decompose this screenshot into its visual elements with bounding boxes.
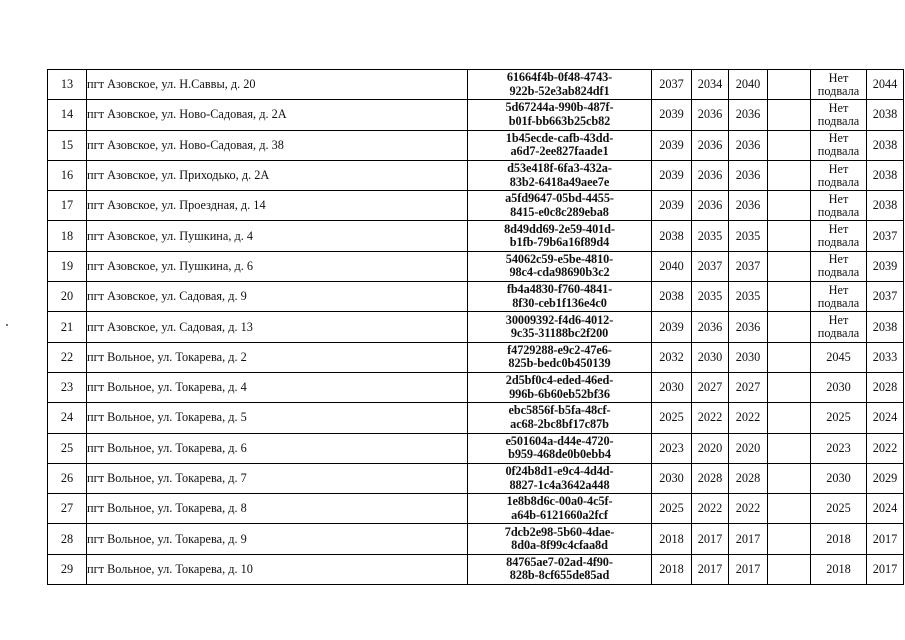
guid-part: a6d7-2ee827faade1 <box>510 144 609 159</box>
guid-part: 61664f4b-0f48-4743- <box>506 70 613 85</box>
basement-cell: Нет подвала <box>811 160 867 190</box>
guid-part: 8d49dd69-2e59-401d- <box>504 221 615 236</box>
year-5-cell: 2038 <box>867 160 904 190</box>
year-1-cell: 2039 <box>652 312 692 342</box>
year-2-cell: 2036 <box>692 130 729 160</box>
table-row <box>48 251 904 281</box>
guid-part: a5fd9647-05bd-4455- <box>505 191 614 206</box>
address-cell: пгт Азовское, ул. Н.Саввы, д. 20 <box>87 70 468 100</box>
table-row <box>48 463 904 493</box>
basement-cell: Нет подвала <box>811 70 867 100</box>
address-cell: пгт Вольное, ул. Токарева, д. 7 <box>87 463 468 493</box>
table-row <box>48 342 904 372</box>
row-number-cell: 23 <box>48 372 87 402</box>
year-2-cell: 2017 <box>692 554 729 584</box>
empty-cell <box>768 433 811 463</box>
house-guid-cell <box>468 524 652 554</box>
year-1-cell: 2039 <box>652 130 692 160</box>
year-1-cell: 2039 <box>652 100 692 130</box>
table-row <box>48 433 904 463</box>
address-cell: пгт Азовское, ул. Приходько, д. 2А <box>87 160 468 190</box>
guid-part: a64b-6121660a2fcf <box>511 507 608 522</box>
year-5-cell: 2038 <box>867 312 904 342</box>
basement-cell: Нет подвала <box>811 100 867 130</box>
row-number-cell: 25 <box>48 433 87 463</box>
guid-part: 8f30-ceb1f136e4c0 <box>512 295 607 310</box>
guid-part: 9c35-31188bc2f200 <box>510 326 609 341</box>
house-guid-cell <box>468 463 652 493</box>
house-guid-cell <box>468 130 652 160</box>
address-cell: пгт Азовское, ул. Садовая, д. 9 <box>87 282 468 312</box>
housing-table <box>47 69 904 585</box>
row-number-cell: 28 <box>48 524 87 554</box>
guid-part: 84765ae7-02ad-4f90- <box>506 554 613 569</box>
year-2-cell: 2017 <box>692 524 729 554</box>
year-1-cell: 2018 <box>652 554 692 584</box>
year-2-cell: 2027 <box>692 372 729 402</box>
year-1-cell: 2040 <box>652 251 692 281</box>
year-2-cell: 2036 <box>692 100 729 130</box>
year-5-cell: 2029 <box>867 463 904 493</box>
empty-cell <box>768 221 811 251</box>
year-2-cell: 2035 <box>692 282 729 312</box>
house-guid-cell <box>468 191 652 221</box>
table-row <box>48 100 904 130</box>
house-guid-cell <box>468 494 652 524</box>
year-5-cell: 2038 <box>867 191 904 221</box>
table-row <box>48 494 904 524</box>
basement-cell: 2030 <box>811 372 867 402</box>
year-5-cell: 2024 <box>867 403 904 433</box>
row-number-cell: 29 <box>48 554 87 584</box>
year-3-cell: 2017 <box>729 524 768 554</box>
guid-part: 8827-1c4a3642a448 <box>509 477 610 492</box>
guid-part: 922b-52e3ab824df1 <box>509 83 610 98</box>
empty-cell <box>768 342 811 372</box>
year-1-cell: 2037 <box>652 70 692 100</box>
year-5-cell: 2044 <box>867 70 904 100</box>
guid-part: d53e418f-6fa3-432a- <box>507 161 612 176</box>
house-guid-cell <box>468 554 652 584</box>
table-row <box>48 312 904 342</box>
address-cell: пгт Азовское, ул. Садовая, д. 13 <box>87 312 468 342</box>
row-number-cell: 19 <box>48 251 87 281</box>
house-guid-cell <box>468 221 652 251</box>
empty-cell <box>768 312 811 342</box>
guid-part: f4729288-e9c2-47e6- <box>507 342 612 357</box>
year-1-cell: 2039 <box>652 191 692 221</box>
guid-part: 828b-8cf655de85ad <box>509 568 610 583</box>
year-5-cell: 2038 <box>867 100 904 130</box>
guid-part: 83b2-6418a49aee7e <box>509 174 610 189</box>
year-1-cell: 2025 <box>652 403 692 433</box>
row-number-cell: 27 <box>48 494 87 524</box>
basement-cell: Нет подвала <box>811 282 867 312</box>
guid-part: 0f24b8d1-e9c4-4d4d- <box>505 464 614 478</box>
guid-part: 54062c59-e5be-4810- <box>505 251 614 266</box>
row-number-cell: 24 <box>48 403 87 433</box>
year-3-cell: 2022 <box>729 494 768 524</box>
table-row <box>48 191 904 221</box>
guid-part: b01f-bb663b25cb82 <box>508 113 611 128</box>
guid-part: b959-468de0b0ebb4 <box>508 447 611 462</box>
guid-part: 8d0a-8f99c4cfaa8d <box>511 538 608 553</box>
guid-part: 1e8b8d6c-00a0-4c5f- <box>506 494 613 509</box>
table-row <box>48 70 904 100</box>
row-number-cell: 18 <box>48 221 87 251</box>
guid-part: fb4a4830-f760-4841- <box>506 282 613 297</box>
basement-cell: 2045 <box>811 342 867 372</box>
year-1-cell: 2039 <box>652 160 692 190</box>
year-1-cell: 2030 <box>652 463 692 493</box>
empty-cell <box>768 403 811 433</box>
address-cell: пгт Азовское, ул. Ново-Садовая, д. 2А <box>87 100 468 130</box>
basement-cell: Нет подвала <box>811 191 867 221</box>
basement-cell: Нет подвала <box>811 130 867 160</box>
house-guid-cell <box>468 282 652 312</box>
year-2-cell: 2036 <box>692 312 729 342</box>
year-3-cell: 2020 <box>729 433 768 463</box>
table-row <box>48 554 904 584</box>
house-guid-cell <box>468 312 652 342</box>
guid-part: ac68-2bc8bf17c87b <box>510 416 609 431</box>
empty-cell <box>768 372 811 402</box>
year-3-cell: 2037 <box>729 251 768 281</box>
year-5-cell: 2037 <box>867 282 904 312</box>
year-1-cell: 2023 <box>652 433 692 463</box>
address-cell: пгт Азовское, ул. Ново-Садовая, д. 38 <box>87 130 468 160</box>
year-3-cell: 2022 <box>729 403 768 433</box>
table-body <box>48 70 904 585</box>
row-number-cell: 13 <box>48 70 87 100</box>
year-3-cell: 2036 <box>729 191 768 221</box>
empty-cell <box>768 251 811 281</box>
year-2-cell: 2020 <box>692 433 729 463</box>
year-3-cell: 2036 <box>729 160 768 190</box>
empty-cell <box>768 494 811 524</box>
basement-cell: 2025 <box>811 403 867 433</box>
guid-part: b1fb-79b6a16f89d4 <box>509 235 610 250</box>
basement-cell: Нет подвала <box>811 312 867 342</box>
table-row <box>48 524 904 554</box>
year-5-cell: 2038 <box>867 130 904 160</box>
basement-cell: Нет подвала <box>811 221 867 251</box>
row-number-cell: 20 <box>48 282 87 312</box>
year-2-cell: 2036 <box>692 191 729 221</box>
guid-part: 825b-bedc0b450139 <box>508 356 611 371</box>
scan-speck <box>6 324 8 326</box>
year-5-cell: 2033 <box>867 342 904 372</box>
address-cell: пгт Азовское, ул. Пушкина, д. 6 <box>87 251 468 281</box>
year-5-cell: 2024 <box>867 494 904 524</box>
table-row <box>48 130 904 160</box>
row-number-cell: 15 <box>48 130 87 160</box>
empty-cell <box>768 70 811 100</box>
year-5-cell: 2017 <box>867 524 904 554</box>
row-number-cell: 22 <box>48 342 87 372</box>
year-3-cell: 2036 <box>729 100 768 130</box>
house-guid-cell <box>468 372 652 402</box>
year-1-cell: 2030 <box>652 372 692 402</box>
table-row <box>48 372 904 402</box>
year-2-cell: 2028 <box>692 463 729 493</box>
year-2-cell: 2036 <box>692 160 729 190</box>
address-cell: пгт Вольное, ул. Токарева, д. 6 <box>87 433 468 463</box>
house-guid-cell <box>468 160 652 190</box>
year-3-cell: 2036 <box>729 130 768 160</box>
table-row <box>48 221 904 251</box>
year-2-cell: 2034 <box>692 70 729 100</box>
empty-cell <box>768 463 811 493</box>
basement-cell: Нет подвала <box>811 251 867 281</box>
row-number-cell: 21 <box>48 312 87 342</box>
row-number-cell: 16 <box>48 160 87 190</box>
table-row <box>48 403 904 433</box>
guid-part: 30009392-f4d6-4012- <box>505 312 614 327</box>
year-1-cell: 2025 <box>652 494 692 524</box>
guid-part: 98c4-cda98690b3c2 <box>509 265 610 280</box>
year-1-cell: 2018 <box>652 524 692 554</box>
address-cell: пгт Вольное, ул. Токарева, д. 2 <box>87 342 468 372</box>
empty-cell <box>768 191 811 221</box>
year-2-cell: 2022 <box>692 403 729 433</box>
table-row <box>48 282 904 312</box>
guid-part: e501604a-d44e-4720- <box>505 433 614 448</box>
year-1-cell: 2038 <box>652 221 692 251</box>
year-2-cell: 2022 <box>692 494 729 524</box>
house-guid-cell <box>468 433 652 463</box>
empty-cell <box>768 554 811 584</box>
address-cell: пгт Азовское, ул. Пушкина, д. 4 <box>87 221 468 251</box>
address-cell: пгт Азовское, ул. Проездная, д. 14 <box>87 191 468 221</box>
year-2-cell: 2037 <box>692 251 729 281</box>
guid-part: 8415-e0c8c289eba8 <box>510 204 609 219</box>
year-5-cell: 2028 <box>867 372 904 402</box>
address-cell: пгт Вольное, ул. Токарева, д. 9 <box>87 524 468 554</box>
guid-part: 7dcb2e98-5b60-4dae- <box>504 524 615 539</box>
year-1-cell: 2032 <box>652 342 692 372</box>
row-number-cell: 14 <box>48 100 87 130</box>
guid-part: 1b45ecde-cafb-43dd- <box>505 130 614 145</box>
basement-cell: 2018 <box>811 554 867 584</box>
basement-cell: 2025 <box>811 494 867 524</box>
year-3-cell: 2040 <box>729 70 768 100</box>
table-row <box>48 160 904 190</box>
year-3-cell: 2028 <box>729 463 768 493</box>
house-guid-cell <box>468 251 652 281</box>
row-number-cell: 17 <box>48 191 87 221</box>
year-3-cell: 2027 <box>729 372 768 402</box>
year-3-cell: 2030 <box>729 342 768 372</box>
address-cell: пгт Вольное, ул. Токарева, д. 8 <box>87 494 468 524</box>
year-3-cell: 2035 <box>729 221 768 251</box>
guid-part: 2d5bf0c4-eded-46ed- <box>505 373 614 388</box>
year-1-cell: 2038 <box>652 282 692 312</box>
house-guid-cell <box>468 403 652 433</box>
year-2-cell: 2030 <box>692 342 729 372</box>
empty-cell <box>768 282 811 312</box>
house-guid-cell <box>468 70 652 100</box>
year-3-cell: 2036 <box>729 312 768 342</box>
empty-cell <box>768 100 811 130</box>
empty-cell <box>768 160 811 190</box>
year-5-cell: 2039 <box>867 251 904 281</box>
year-3-cell: 2017 <box>729 554 768 584</box>
guid-part: 996b-6b60eb52bf36 <box>509 386 610 401</box>
address-cell: пгт Вольное, ул. Токарева, д. 5 <box>87 403 468 433</box>
empty-cell <box>768 130 811 160</box>
year-5-cell: 2017 <box>867 554 904 584</box>
year-5-cell: 2037 <box>867 221 904 251</box>
year-5-cell: 2022 <box>867 433 904 463</box>
house-guid-cell <box>468 100 652 130</box>
year-3-cell: 2035 <box>729 282 768 312</box>
guid-part: 5d67244a-990b-487f- <box>505 100 614 115</box>
basement-cell: 2030 <box>811 463 867 493</box>
address-cell: пгт Вольное, ул. Токарева, д. 10 <box>87 554 468 584</box>
basement-cell: 2018 <box>811 524 867 554</box>
house-guid-cell <box>468 342 652 372</box>
year-2-cell: 2035 <box>692 221 729 251</box>
basement-cell: 2023 <box>811 433 867 463</box>
address-cell: пгт Вольное, ул. Токарева, д. 4 <box>87 372 468 402</box>
empty-cell <box>768 524 811 554</box>
guid-part: ebc5856f-b5fa-48cf- <box>508 403 611 418</box>
row-number-cell: 26 <box>48 463 87 493</box>
